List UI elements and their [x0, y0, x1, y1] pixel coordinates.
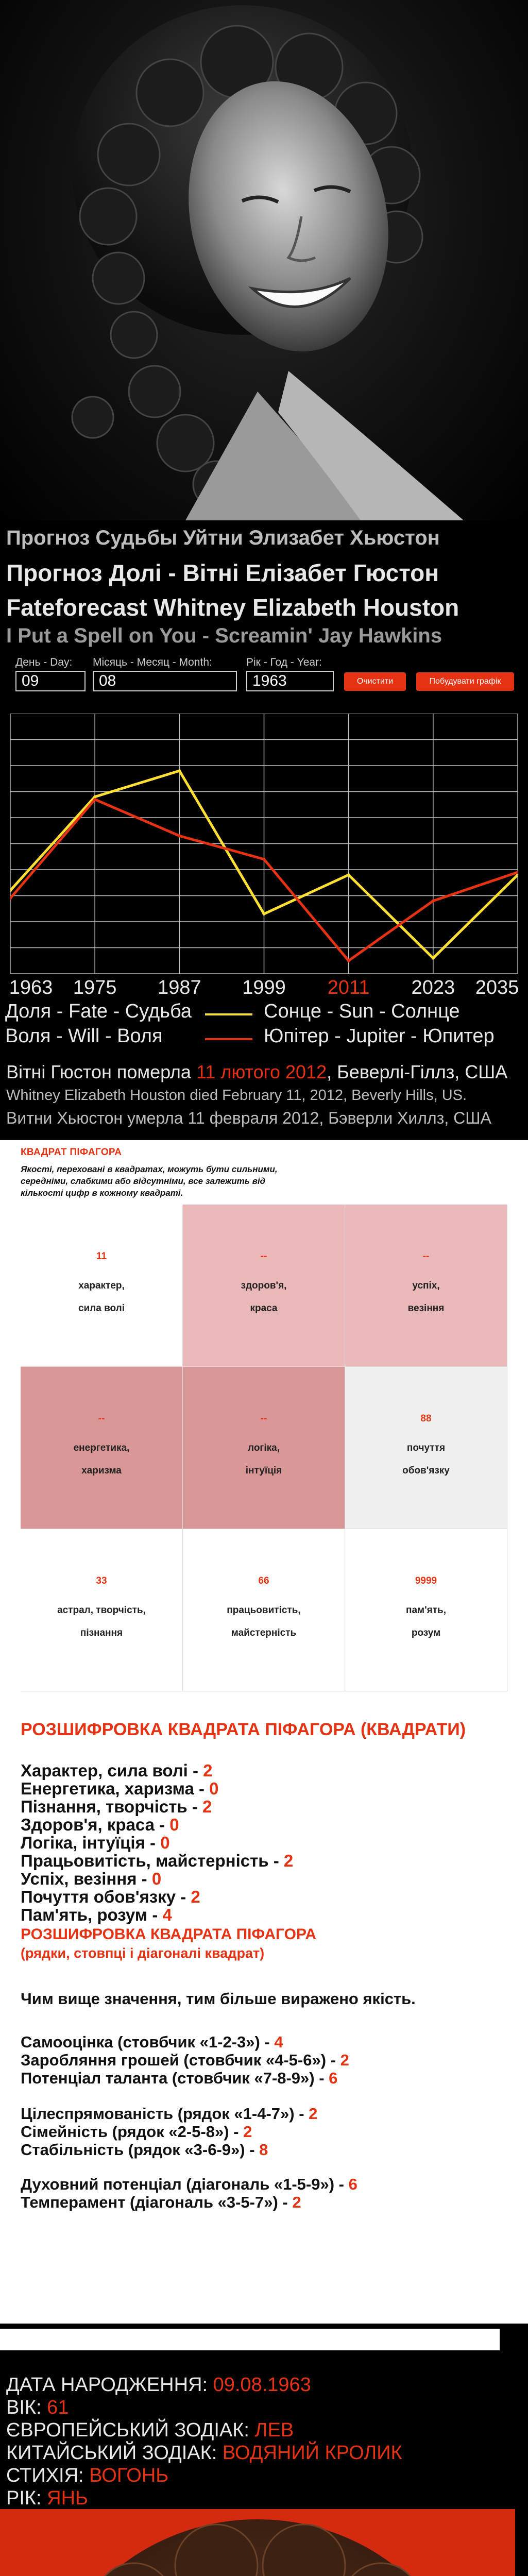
cell-label: розум [411, 1628, 441, 1638]
decode-label: Стабільність (рядок «3-6-9») - [21, 2141, 260, 2159]
day-input[interactable] [15, 671, 86, 691]
square-cell-7 [21, 1529, 183, 1691]
death-ua-date: 11 лютого 2012 [196, 1061, 327, 1082]
age-label: ВІК: [6, 2397, 47, 2418]
legend-sun-swatch [205, 1013, 252, 1015]
birth-date-label: ДАТА НАРОДЖЕННЯ: [6, 2374, 213, 2396]
sun-point [263, 912, 266, 916]
death-ru: Витни Хьюстон умерла 11 февраля 2012, Бэверли Хиллз, США [6, 1109, 491, 1127]
cell-label: краса [250, 1303, 278, 1314]
portrait-illustration [0, 0, 528, 520]
yinyang-value: ЯНЬ [47, 2487, 88, 2509]
square-description: Якості, переховані в квадратах, можуть бути сильними, середніми, слабкими або відсутніми, все залежить від кількості цифр в кожному квадраті. [21, 1164, 278, 1198]
decode-value: 2 [191, 1887, 200, 1906]
cell-label: майстерність [231, 1628, 297, 1638]
eu-zodiac-label: ЄВРОПЕЙСЬКИЙ ЗОДІАК: [6, 2419, 255, 2441]
divider-bar [0, 2329, 500, 2350]
color-portrait [0, 2509, 515, 2576]
cell-label: енергетика, [73, 1443, 130, 1453]
death-ua [6, 1061, 507, 1083]
decode-value: 4 [274, 2033, 283, 2051]
title-ru: Прогноз Судьбы Уйтни Элизабет Хьюстон [6, 527, 440, 549]
day-label: День - Day: [15, 656, 73, 668]
fate-chart-svg [10, 714, 518, 974]
decode-label: Працьовитість, майстерність - [21, 1851, 284, 1870]
decode-label: Пізнання, творчість - [21, 1797, 202, 1816]
cell-number: -- [98, 1413, 105, 1424]
element-value: ВОГОНЬ [89, 2465, 169, 2486]
decode-label: Сімейність (рядок «2-5-8») - [21, 2123, 244, 2141]
decode-value: 2 [292, 2193, 301, 2211]
color-portrait-illustration [0, 2509, 515, 2576]
age-value: 61 [47, 2397, 69, 2418]
cell-label: успіх, [412, 1280, 440, 1291]
cn-zodiac-value: ВОДЯНИЙ КРОЛИК [222, 2442, 402, 2464]
death-ua-suffix: , Беверлі-Гіллз, США [327, 1061, 508, 1082]
x-tick-label: 1999 [242, 977, 286, 998]
cell-label: інтуїція [245, 1465, 282, 1476]
decode-column-item-1 [21, 2033, 283, 2052]
square-cell-6 [345, 1367, 507, 1529]
jupiter-point [347, 959, 350, 962]
sun-point [178, 769, 181, 772]
hero-portrait [0, 0, 528, 520]
cell-label: здоров'я, [241, 1280, 287, 1291]
yinyang-label: РІК: [6, 2487, 47, 2509]
decode-label: Темперамент (діагональ «3-5-7») - [21, 2193, 293, 2211]
decode-note: Чим вище значення, тим більше виражено якість. [21, 1990, 416, 2008]
month-label: Місяць - Месяц - Month: [93, 656, 212, 668]
eu-zodiac-value: ЛЕВ [254, 2419, 294, 2441]
square-cell-3 [345, 1205, 507, 1367]
decode-square-item-6 [21, 1851, 293, 1871]
decode-value: 2 [340, 2051, 349, 2069]
legend-fate: Доля - Fate - Судьба [5, 1001, 192, 1022]
decode-value: 2 [243, 2123, 252, 2141]
decode-value: 0 [209, 1779, 219, 1798]
death-en: Whitney Elizabeth Houston died February 11, 2012, Beverly Hills, US. [6, 1087, 467, 1104]
x-tick-label: 1963 [9, 977, 53, 998]
decode-value: 8 [259, 2141, 268, 2159]
yinyang-row [6, 2487, 88, 2510]
decode-label: Цілеспрямованість (рядок «1-4-7») - [21, 2105, 309, 2123]
jupiter-point [432, 900, 435, 903]
year-label: Рік - Год - Year: [246, 656, 322, 668]
cell-number: 88 [420, 1413, 432, 1424]
square-cell-4 [21, 1367, 183, 1529]
cell-number: 9999 [415, 1575, 437, 1586]
song-title[interactable]: I Put a Spell on You - Screamin' Jay Hawkins [6, 624, 442, 647]
decode-diagonal-item-1 [21, 2175, 357, 2194]
square-cell-1 [21, 1205, 183, 1367]
decode-label: Здоров'я, краса - [21, 1815, 170, 1834]
cn-zodiac-label: КИТАЙСЬКИЙ ЗОДІАК: [6, 2442, 223, 2464]
decode-square-item-7 [21, 1869, 161, 1889]
title-ua: Прогноз Долі - Вітні Елізабет Гюстон [6, 560, 439, 586]
birth-date-row [6, 2374, 311, 2396]
decode-square-item-8 [21, 1887, 200, 1907]
title-en: Fateforecast Whitney Elizabeth Houston [6, 594, 459, 621]
cell-number: 66 [258, 1575, 269, 1586]
legend-will: Воля - Will - Воля [5, 1025, 163, 1047]
cell-label: харизма [81, 1465, 122, 1476]
cell-label: пам'ять, [406, 1605, 446, 1616]
cell-label: сила волі [78, 1303, 125, 1314]
decode-value: 6 [329, 2069, 338, 2087]
decode-value: 0 [151, 1869, 162, 1888]
legend-jupiter: Юпітер - Jupiter - Юпитер [264, 1025, 495, 1047]
decode-row-item-2 [21, 2123, 252, 2141]
decode-square-item-2 [21, 1779, 219, 1799]
sun-point [347, 873, 350, 876]
decode-value: 4 [162, 1905, 172, 1924]
decode-title-squares: РОЗШИФРОВКА КВАДРАТА ПІФАГОРА (КВАДРАТИ) [21, 1720, 466, 1739]
x-tick-label: 1987 [158, 977, 201, 998]
decode-value: 2 [203, 1761, 213, 1780]
square-cell-8 [183, 1529, 345, 1691]
decode-value: 2 [202, 1797, 212, 1816]
decode-column-item-2 [21, 2051, 349, 2070]
square-cell-5 [183, 1367, 345, 1529]
decode-value: 2 [309, 2105, 318, 2123]
cell-number: 11 [96, 1251, 107, 1262]
cn-zodiac-row [6, 2442, 402, 2464]
decode-square-item-1 [21, 1761, 213, 1781]
decode-label: Характер, сила волі - [21, 1761, 203, 1780]
decode-label: Логіка, інтуїція - [21, 1833, 161, 1852]
decode-diagonal-item-2 [21, 2193, 301, 2212]
x-tick-label: 2035 [475, 977, 519, 998]
x-tick-label: 1975 [73, 977, 117, 998]
jupiter-point [178, 834, 181, 837]
cell-label: астрал, творчість, [57, 1605, 146, 1616]
square-heading: КВАДРАТ ПІФАГОРА [21, 1147, 122, 1158]
decode-label: Успіх, везіння - [21, 1869, 152, 1888]
cell-label: пізнання [80, 1628, 123, 1638]
decode-label: Почуття обов'язку - [21, 1887, 191, 1906]
decode-square-item-3 [21, 1797, 212, 1817]
decode-label: Пам'ять, розум - [21, 1905, 163, 1924]
cell-number: -- [260, 1251, 267, 1262]
decode-row-item-3 [21, 2141, 268, 2159]
pythagoras-grid [21, 1205, 507, 1691]
decode-square-item-5 [21, 1833, 170, 1853]
fate-chart [10, 714, 518, 974]
build-chart-button[interactable]: Побудувати графік [416, 672, 514, 691]
sun-point [432, 957, 435, 960]
decode-value: 0 [160, 1833, 170, 1852]
cell-number: -- [260, 1413, 267, 1424]
element-label: СТИХІЯ: [6, 2465, 90, 2486]
eu-zodiac-row [6, 2419, 294, 2442]
decode-value: 0 [169, 1815, 179, 1834]
decode-label: Духовний потенціал (діагональ «1-5-9») - [21, 2175, 349, 2193]
decode-square-item-9 [21, 1905, 172, 1925]
decode-value: 6 [348, 2175, 357, 2193]
square-cell-9 [345, 1529, 507, 1691]
x-tick-label: 2023 [411, 977, 455, 998]
cell-label: логіка, [248, 1443, 280, 1453]
decode-value: 2 [283, 1851, 294, 1870]
decode-title-rows: РОЗШИФРОВКА КВАДРАТА ПІФАГОРА [21, 1926, 316, 1943]
birth-date-value: 09.08.1963 [213, 2374, 311, 2396]
x-tick-label: 2011 [327, 977, 370, 998]
cell-label: працьовитість, [227, 1605, 301, 1616]
year-input[interactable] [246, 671, 334, 691]
decode-label: Потенціал таланта (стовбчик «7-8-9») - [21, 2069, 329, 2087]
month-input[interactable] [93, 671, 237, 691]
decode-column-item-3 [21, 2069, 337, 2088]
element-row [6, 2465, 168, 2487]
legend-jupiter-swatch [205, 1038, 252, 1040]
decode-label: Самооцінка (стовбчик «1-2-3») - [21, 2033, 275, 2051]
decode-label: Енергетика, харизма - [21, 1779, 210, 1798]
death-ua-prefix: Вітні Гюстон померла [6, 1061, 196, 1082]
jupiter-point [263, 858, 266, 861]
cell-label: везіння [407, 1303, 445, 1314]
jupiter-point [93, 798, 96, 801]
decode-square-item-4 [21, 1815, 179, 1835]
decode-row-item-1 [21, 2105, 317, 2123]
cell-label: почуття [406, 1443, 446, 1453]
cell-number: 33 [96, 1575, 107, 1586]
age-row [6, 2397, 69, 2419]
cell-number: -- [422, 1251, 430, 1262]
cell-label: характер, [78, 1280, 125, 1291]
legend-sun: Сонце - Sun - Солнце [264, 1001, 460, 1022]
clear-button[interactable]: Очистити [344, 672, 406, 691]
decode-label: Заробляння грошей (стовбчик «4-5-6») - [21, 2051, 340, 2069]
decode-subtitle-rows: (рядки, стовпці і діагоналі квадрат) [21, 1945, 265, 1961]
cell-label: обов'язку [402, 1465, 450, 1476]
square-cell-2 [183, 1205, 345, 1367]
